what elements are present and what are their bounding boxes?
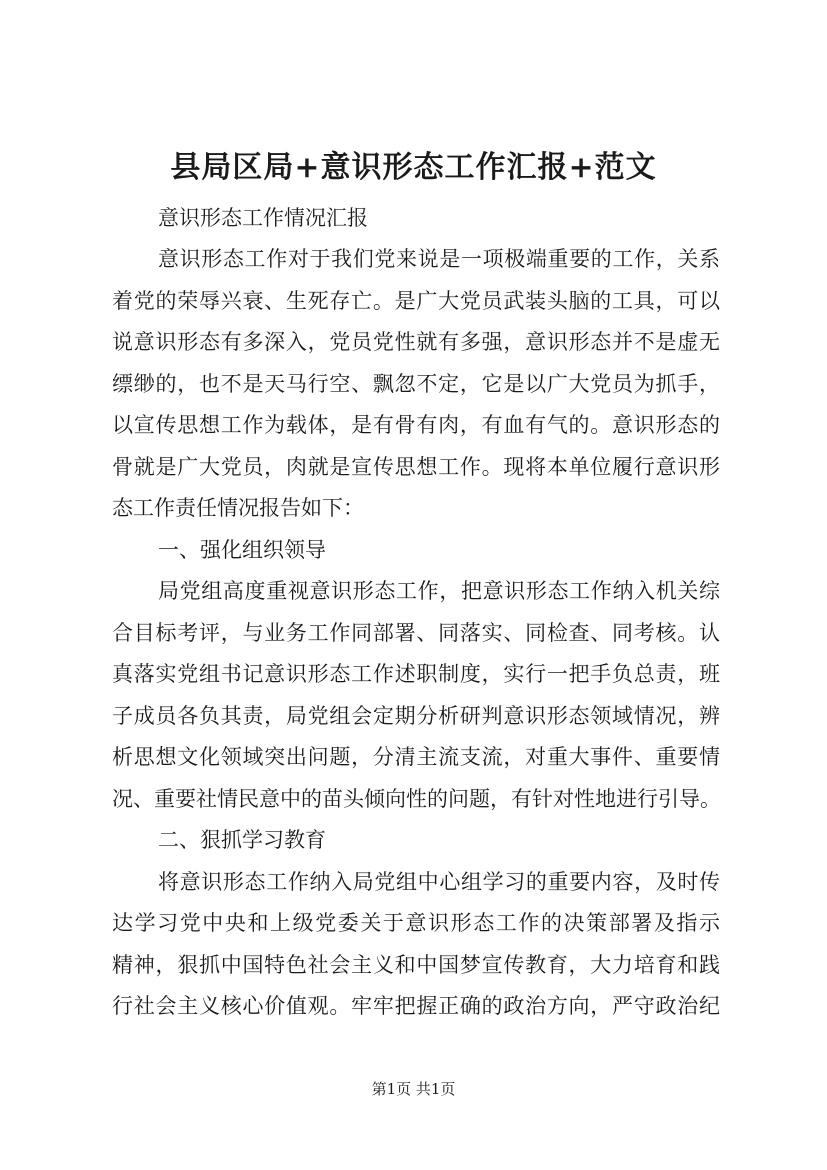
para2-line-5: 析思想文化领域突出问题，分清主流支流，对重大事件、重要情	[112, 745, 720, 769]
para2-line-1: 局党组高度重视意识形态工作，把意识形态工作纳入机关综	[158, 579, 720, 603]
para1-line-5: 以宣传思想工作为载体，是有骨有肉，有血有气的。意识形态的	[112, 413, 720, 437]
document-title: 县局区局+意识形态工作汇报+范文	[170, 150, 657, 185]
para2-line-4: 子成员各负其责，局党组会定期分析研判意识形态领域情况，辨	[112, 704, 720, 728]
page-number-footer: 第1页 共1页	[371, 1080, 456, 1098]
para3-line-3: 精神，狠抓中国特色社会主义和中国梦宣传教育，大力培育和践	[112, 953, 720, 977]
para1-line-4: 缥缈的，也不是天马行空、飘忽不定，它是以广大党员为抓手，	[112, 372, 720, 396]
para2-line-6: 况、重要社情民意中的苗头倾向性的问题，有针对性地进行引导。	[112, 787, 721, 811]
para1-line-6: 骨就是广大党员，肉就是宣传思想工作。现将本单位履行意识形	[112, 455, 720, 479]
para3-line-4: 行社会主义核心价值观。牢牢把握正确的政治方向，严守政治纪	[112, 994, 720, 1018]
para3-line-1: 将意识形态工作纳入局党组中心组学习的重要内容，及时传	[158, 870, 720, 894]
para2-line-2: 合目标考评，与业务工作同部署、同落实、同检查、同考核。认	[112, 621, 720, 645]
section-heading-1: 一、强化组织领导	[158, 538, 326, 562]
para2-line-3: 真落实党组书记意识形态工作述职制度，实行一把手负总责，班	[112, 662, 720, 686]
section-heading-2: 二、狠抓学习教育	[158, 828, 326, 852]
para1-line-1: 意识形态工作对于我们党来说是一项极端重要的工作，关系	[158, 247, 720, 271]
para1-line-7: 态工作责任情况报告如下：	[112, 496, 364, 520]
para1-line-2: 着党的荣辱兴衰、生死存亡。是广大党员武装头脑的工具，可以	[112, 289, 720, 313]
subtitle: 意识形态工作情况汇报	[158, 206, 368, 230]
para1-line-3: 说意识形态有多深入，党员党性就有多强，意识形态并不是虚无	[112, 330, 720, 354]
para3-line-2: 达学习党中央和上级党委关于意识形态工作的决策部署及指示	[112, 911, 720, 935]
